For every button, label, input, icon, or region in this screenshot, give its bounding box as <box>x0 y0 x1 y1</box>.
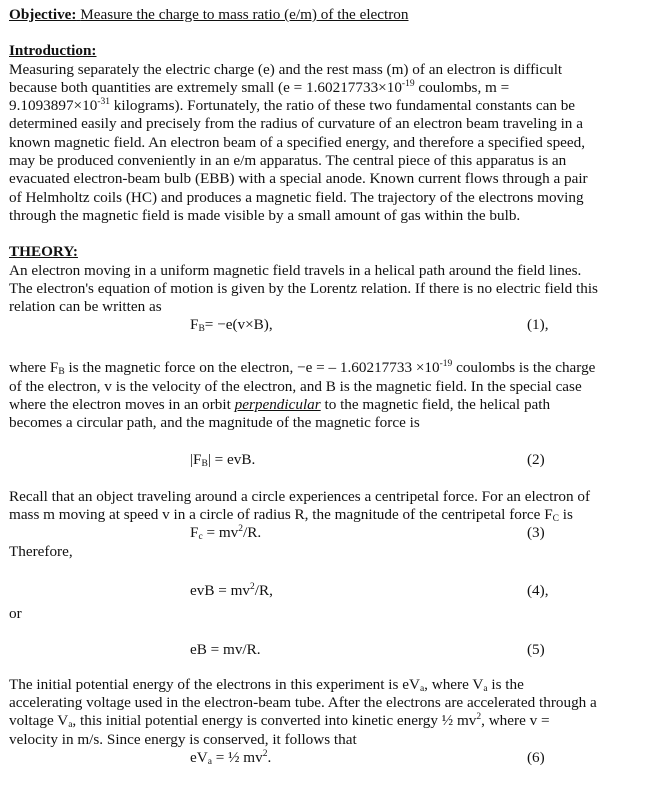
theory-heading: THEORY: <box>9 243 78 261</box>
equation-4-number: (4), <box>527 581 549 599</box>
or-text: or <box>9 604 22 622</box>
therefore-text: Therefore, <box>9 543 73 561</box>
introduction-paragraph: Measuring separately the electric charge (e) and the rest mass (m) of an electron is difficult because both quantities are extremely small ($e = 1.60217733\times 10^{-19}$ coulombs, m = $9.1093897\times 10^{-31}$ kilograms). Fortunately, the ratio of these two fundamental constants can be determined easily and precisely from the radius of curvature of an electron beam traveling in a known magnetic field. An electron beam of a specified energy, and therefore a specified speed, may be produced conveniently in an e/m apparatus. The central piece of this apparatus is an evacuated electron-beam bulb (EBB) with a special anode. Known current flows through a pair of Helmholtz coils (HC) and produces a magnetic field. The trajectory of the electrons moving through the magnetic field is made visible by a small amount of gas within the bulb. <box>9 60 588 224</box>
equation-2-number: (2) <box>527 450 545 468</box>
equation-3: $F_c = mv^2/R$. (3) <box>190 524 545 543</box>
equation-5: eB = mv/R. (5) <box>190 640 545 658</box>
theory-paragraph-1: An electron moving in a uniform magnetic field travels in a helical path around the field lines. The electron's equation of motion is given by the Lorentz relation. If there is no electric field this relation can be written as <box>9 261 598 316</box>
equation-1-number: (1), <box>527 316 549 334</box>
document-page <box>9 6 649 768</box>
theory-paragraph-3: Recall that an object traveling around a circle experiences a centripetal force. For an electron of mass m moving at speed v in a circle of radius R, the magnitude of the centripetal force $F_C$ is <box>9 487 591 524</box>
theory-paragraph-4: The initial potential energy of the electrons in this experiment is $eV_a$, where $V_a$ is the accelerating voltage used in the electron-beam tube. After the electrons are accelerated through a voltage $V_a$, this initial potential energy is converted into kinetic energy ½ $mv^2$, where v = velocity in m/s. Since energy is conserved, it follows that <box>9 675 597 748</box>
equation-6-number: (6) <box>527 749 545 767</box>
emphasis-perpendicular: perpendicular <box>234 396 321 414</box>
equation-2: $|F_B|$ = evB. (2) <box>190 450 545 469</box>
objective-text: Measure the charge to mass ratio (e/m) of the electron <box>80 6 409 23</box>
objective-line <box>9 6 649 24</box>
theory-paragraph-2: where $F_B$ is the magnetic force on the electron, −e = – $1.60217733 \times 10^{-19}$ coulombs is the charge of the electron, v is the velocity of the electron, and B is the magnetic field. In the special case where the electron moves in an orbit perpendicular to the magnetic field, the helical path becomes a circular path, and the magnitude of the magnetic force is <box>9 359 596 432</box>
equation-1: $F_B= -e(v\times B)$, (1), <box>190 316 549 335</box>
equation-3-number: (3) <box>527 524 545 542</box>
objective-label: Objective: <box>9 6 77 23</box>
equation-5-number: (5) <box>527 640 545 658</box>
equation-6: $eV_a$ = ½ $mv^2$. (6) <box>190 749 545 768</box>
equation-4: evB = $mv^2/R$, (4), <box>190 581 549 599</box>
introduction-heading: Introduction: <box>9 42 97 60</box>
